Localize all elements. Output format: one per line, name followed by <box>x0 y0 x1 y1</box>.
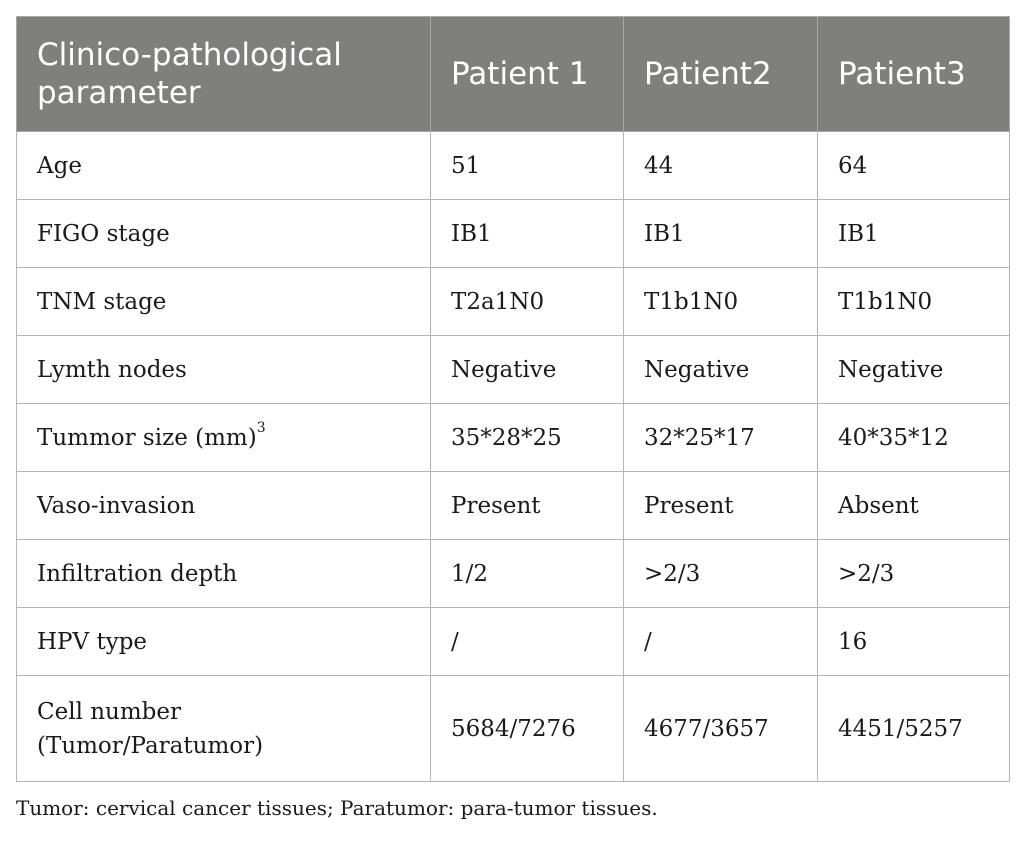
row-label-vaso-invasion: Vaso-invasion <box>17 472 431 540</box>
cell-patient-1: 5684/7276 <box>431 676 624 782</box>
header-parameter-line1: Clinico-pathological <box>37 37 342 73</box>
table-footnote: Tumor: cervical cancer tissues; Paratumor: para-tumor tissues. <box>16 796 658 820</box>
row-label-age: Age <box>17 132 431 200</box>
clinical-parameters-table-container <box>16 16 1009 782</box>
table-header-row <box>17 17 1010 132</box>
header-parameter <box>17 17 431 132</box>
clinical-parameters-table <box>16 16 1010 782</box>
table-row <box>17 132 1010 200</box>
cell-number-label-line2: (Tumor/Paratumor) <box>37 732 264 759</box>
table-row <box>17 540 1010 608</box>
tumor-size-label-text: Tummor size (mm) <box>37 424 257 451</box>
cell-patient-2: / <box>624 608 818 676</box>
cell-patient-3: 64 <box>818 132 1010 200</box>
cell-patient-3: T1b1N0 <box>818 268 1010 336</box>
cell-patient-2: T1b1N0 <box>624 268 818 336</box>
cell-patient-2: IB1 <box>624 200 818 268</box>
cell-patient-3: 4451/5257 <box>818 676 1010 782</box>
cell-patient-1: Negative <box>431 336 624 404</box>
row-label-infiltration-depth: Infiltration depth <box>17 540 431 608</box>
cell-patient-2: 4677/3657 <box>624 676 818 782</box>
table-row <box>17 200 1010 268</box>
table-row <box>17 608 1010 676</box>
row-label-figo-stage: FIGO stage <box>17 200 431 268</box>
cell-patient-1: Present <box>431 472 624 540</box>
cell-patient-1: 1/2 <box>431 540 624 608</box>
cell-patient-1: 35*28*25 <box>431 404 624 472</box>
header-patient-2: Patient2 <box>624 17 818 132</box>
table-row <box>17 472 1010 540</box>
cell-patient-1: / <box>431 608 624 676</box>
cell-patient-1: IB1 <box>431 200 624 268</box>
row-label-tumor-size <box>17 404 431 472</box>
row-label-cell-number <box>17 676 431 782</box>
cell-patient-3: Absent <box>818 472 1010 540</box>
cell-patient-3: IB1 <box>818 200 1010 268</box>
cell-number-label-line1: Cell number <box>37 698 181 725</box>
tumor-size-superscript: 3 <box>256 419 266 436</box>
cell-patient-1: 51 <box>431 132 624 200</box>
cell-patient-3: >2/3 <box>818 540 1010 608</box>
row-label-hpv-type: HPV type <box>17 608 431 676</box>
table-row <box>17 404 1010 472</box>
row-label-lymph-nodes: Lymth nodes <box>17 336 431 404</box>
table-row <box>17 676 1010 782</box>
table-row <box>17 268 1010 336</box>
cell-patient-2: 32*25*17 <box>624 404 818 472</box>
cell-patient-1: T2a1N0 <box>431 268 624 336</box>
cell-patient-2: 44 <box>624 132 818 200</box>
cell-patient-2: >2/3 <box>624 540 818 608</box>
header-parameter-line2: parameter <box>37 75 201 111</box>
cell-patient-3: 16 <box>818 608 1010 676</box>
cell-patient-2: Present <box>624 472 818 540</box>
row-label-tnm-stage: TNM stage <box>17 268 431 336</box>
cell-patient-3: 40*35*12 <box>818 404 1010 472</box>
cell-patient-2: Negative <box>624 336 818 404</box>
table-row <box>17 336 1010 404</box>
header-patient-1: Patient 1 <box>431 17 624 132</box>
header-patient-3: Patient3 <box>818 17 1010 132</box>
cell-patient-3: Negative <box>818 336 1010 404</box>
